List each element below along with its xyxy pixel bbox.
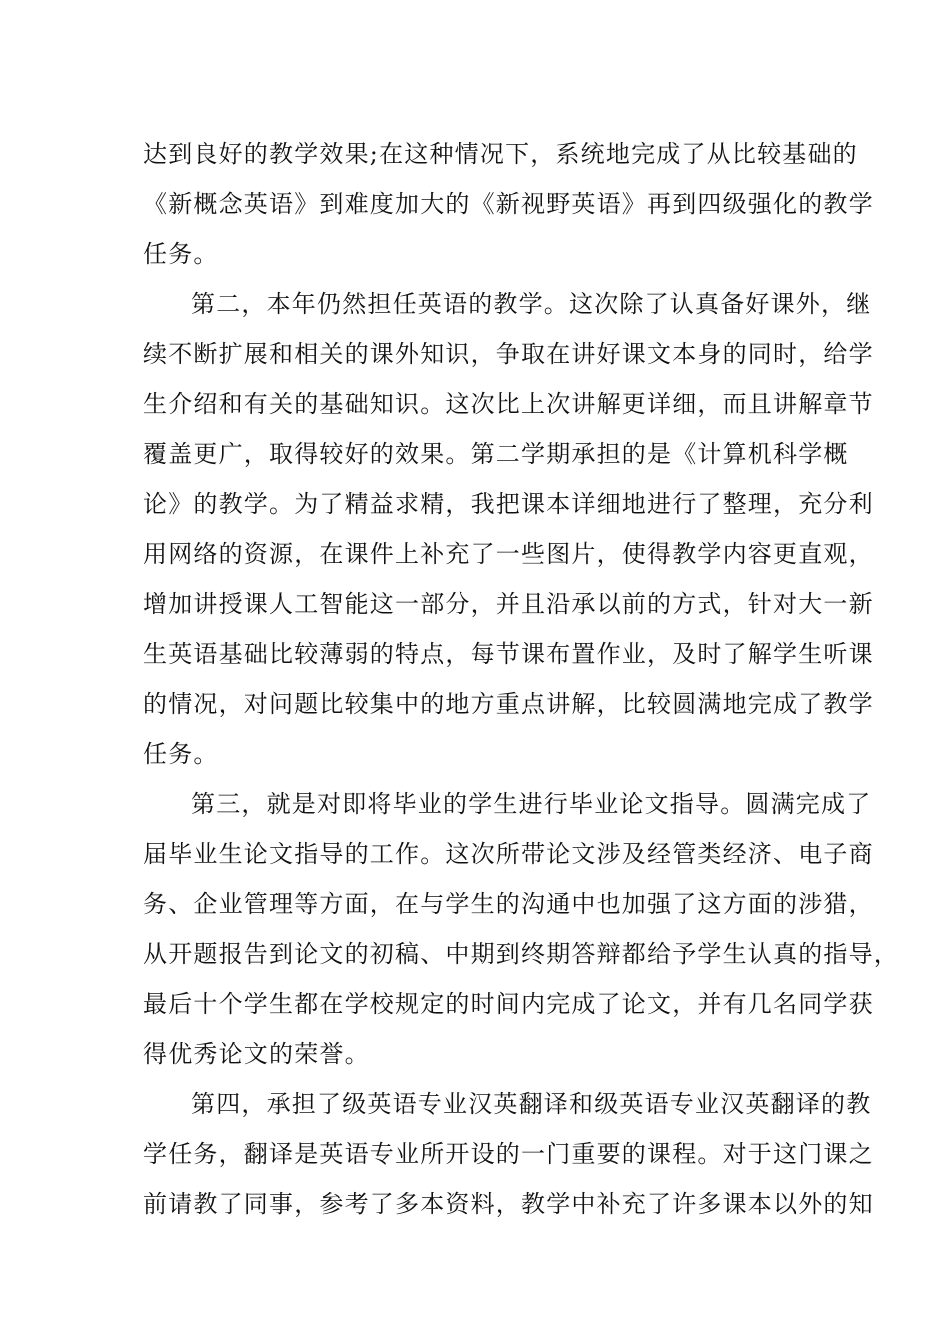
text-line: 任务。 [143,240,219,268]
paragraph-start-line: 第三，就是对即将毕业的学生进行毕业论文指导。圆满完成了 [191,790,872,818]
body-text [143,129,899,1229]
text-line: 续不断扩展和相关的课外知识，争取在讲好课文本身的同时，给学 [143,340,874,368]
text-line: 任务。 [143,740,219,768]
text-line: 的情况，对问题比较集中的地方重点讲解，比较圆满地完成了教学 [143,690,874,718]
text-line: 论》的教学。为了精益求精，我把课本详细地进行了整理，充分利 [143,490,874,518]
text-line: 生介绍和有关的基础知识。这次比上次讲解更详细，而且讲解章节 [143,390,874,418]
text-line: 达到良好的教学效果;在这种情况下，系统地完成了从比较基础的 [143,140,858,168]
text-line: 覆盖更广，取得较好的效果。第二学期承担的是《计算机科学概 [143,440,849,468]
text-line: 从开题报告到论文的初稿、中期到终期答辩都给予学生认真的指导， [143,940,899,968]
text-line: 生英语基础比较薄弱的特点，每节课布置作业，及时了解学生听课 [143,640,874,668]
text-line: 前请教了同事，参考了多本资料，教学中补充了许多课本以外的知 [143,1190,874,1218]
text-line: 务、企业管理等方面，在与学生的沟通中也加强了这方面的涉猎， [143,890,874,918]
text-line: 增加讲授课人工智能这一部分，并且沿承以前的方式，针对大一新 [143,590,874,618]
paragraph-start-line: 第四，承担了级英语专业汉英翻译和级英语专业汉英翻译的教 [191,1090,872,1118]
text-line: 用网络的资源，在课件上补充了一些图片，使得教学内容更直观， [143,540,874,568]
text-line: 学任务，翻译是英语专业所开设的一门重要的课程。对于这门课之 [143,1140,874,1168]
text-line: 《新概念英语》到难度加大的《新视野英语》再到四级强化的教学 [143,190,874,218]
text-line: 得优秀论文的荣誉。 [143,1040,370,1068]
paragraph-start-line: 第二，本年仍然担任英语的教学。这次除了认真备好课外，继 [191,290,872,318]
text-line: 最后十个学生都在学校规定的时间内完成了论文，并有几名同学获 [143,990,874,1018]
text-line: 届毕业生论文指导的工作。这次所带论文涉及经管类经济、电子商 [143,840,874,868]
